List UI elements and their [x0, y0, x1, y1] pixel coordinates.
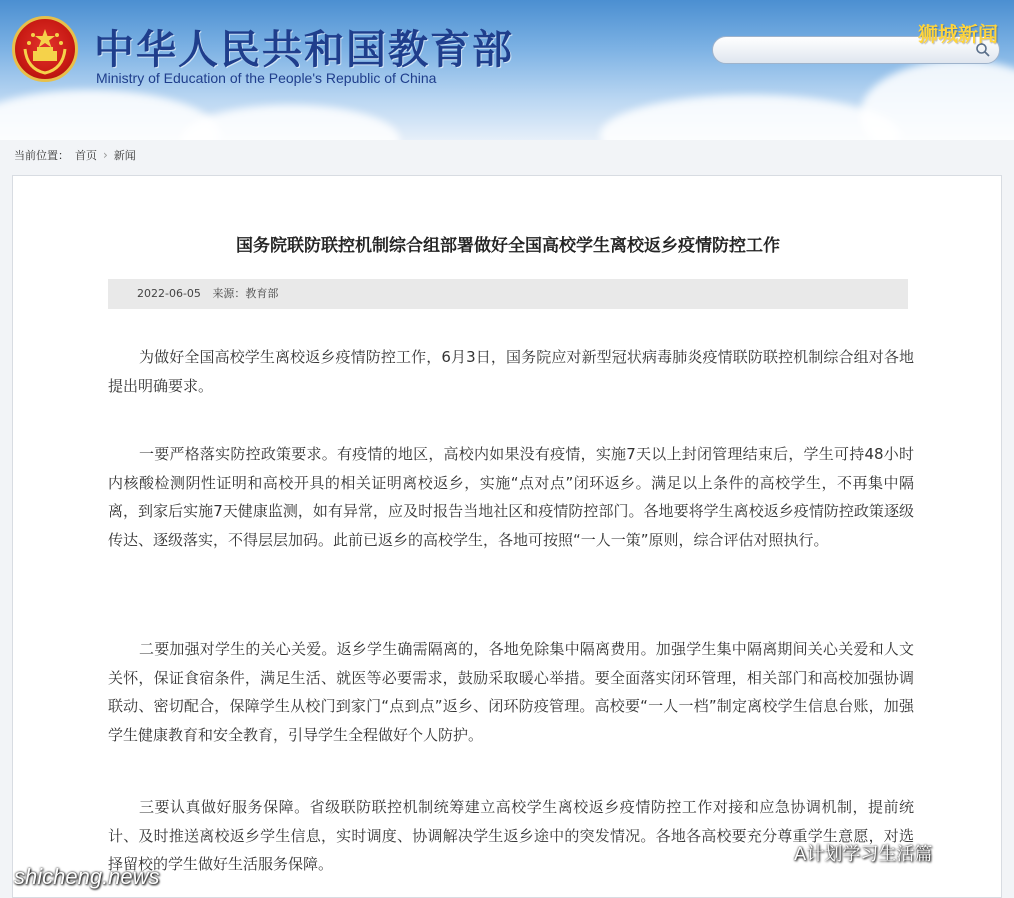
- article-meta: [108, 279, 908, 309]
- breadcrumb: [14, 147, 136, 163]
- cloud-decoration: [180, 105, 400, 140]
- article-paragraph: 为做好全国高校学生离校返乡疫情防控工作，6月3日，国务院应对新型冠状病毒肺炎疫情联防联控机制综合组对各地提出明确要求。: [108, 348, 914, 395]
- national-emblem-icon: [12, 16, 78, 82]
- watermark-wechat: [762, 840, 932, 866]
- breadcrumb-item-home[interactable]: 首页: [75, 149, 97, 162]
- article-paragraph: 二要加强对学生的关心关爱。返乡学生确需隔离的，各地免除集中隔离费用。加强学生集中隔离期间关心关爱和人文关怀，保证食宿条件，满足生活、就医等必要需求，鼓励采取暖心举措。要全面落实闭环管理，相关部门和高校加强协调联动、密切配合，保障学生从校门到家门“点到点”返乡、闭环防疫管理。高校要“一人一档”制定离校学生信息台账，加强学生健康教育和安全教育，引导学生全程做好个人防护。: [108, 640, 914, 744]
- article-container: [12, 175, 1002, 898]
- site-subtitle: Ministry of Education of the People's Republic of China: [96, 70, 437, 86]
- watermark-shicheng: shicheng.news: [14, 864, 160, 889]
- breadcrumb-item-news[interactable]: 新闻: [113, 149, 136, 162]
- article-title: 国务院联防联控机制综合组部署做好全国高校学生离校返乡疫情防控工作: [236, 236, 780, 256]
- article-paragraph: 三要认真做好服务保障。省级联防联控机制统筹建立高校学生离校返乡疫情防控工作对接和应急协调机制，提前统计、及时推送离校返乡学生信息，实时调度、协调解决学生返乡途中的突发情况。各地各高校要充分尊重学生意愿，对选择留校的学生做好生活服务保障。: [108, 798, 914, 873]
- wechat-icon: [762, 842, 788, 864]
- watermark-wechat-text: A计划学习生活篇: [794, 844, 933, 865]
- site-title[interactable]: 中华人民共和国教育部: [94, 26, 514, 73]
- site-header: [0, 0, 1014, 140]
- cloud-decoration: [600, 95, 900, 140]
- article-paragraph: 一要严格落实防控政策要求。有疫情的地区，高校内如果没有疫情，实施7天以上封闭管理结束后，学生可持48小时内核酸检测阴性证明和高校开具的相关证明离校返乡，实施“点对点”闭环返乡。满足以上条件的高校学生，不再集中隔离，到家后实施7天健康监测，如有异常，应及时报告当地社区和疫情防控部门。各地要将学生离校返乡疫情防控政策逐级传达、逐级落实，不得层层加码。此前已返乡的高校学生，各地可按照“一人一策”原则，综合评估对照执行。: [108, 445, 914, 549]
- article-source: 来源：教育部: [212, 287, 279, 300]
- chevron-right-icon: ›: [103, 148, 108, 162]
- watermark-text: 狮城新闻: [918, 22, 998, 46]
- article-date: 2022-06-05: [137, 287, 201, 300]
- breadcrumb-label: 当前位置：: [14, 149, 69, 162]
- cloud-decoration: [860, 60, 1014, 140]
